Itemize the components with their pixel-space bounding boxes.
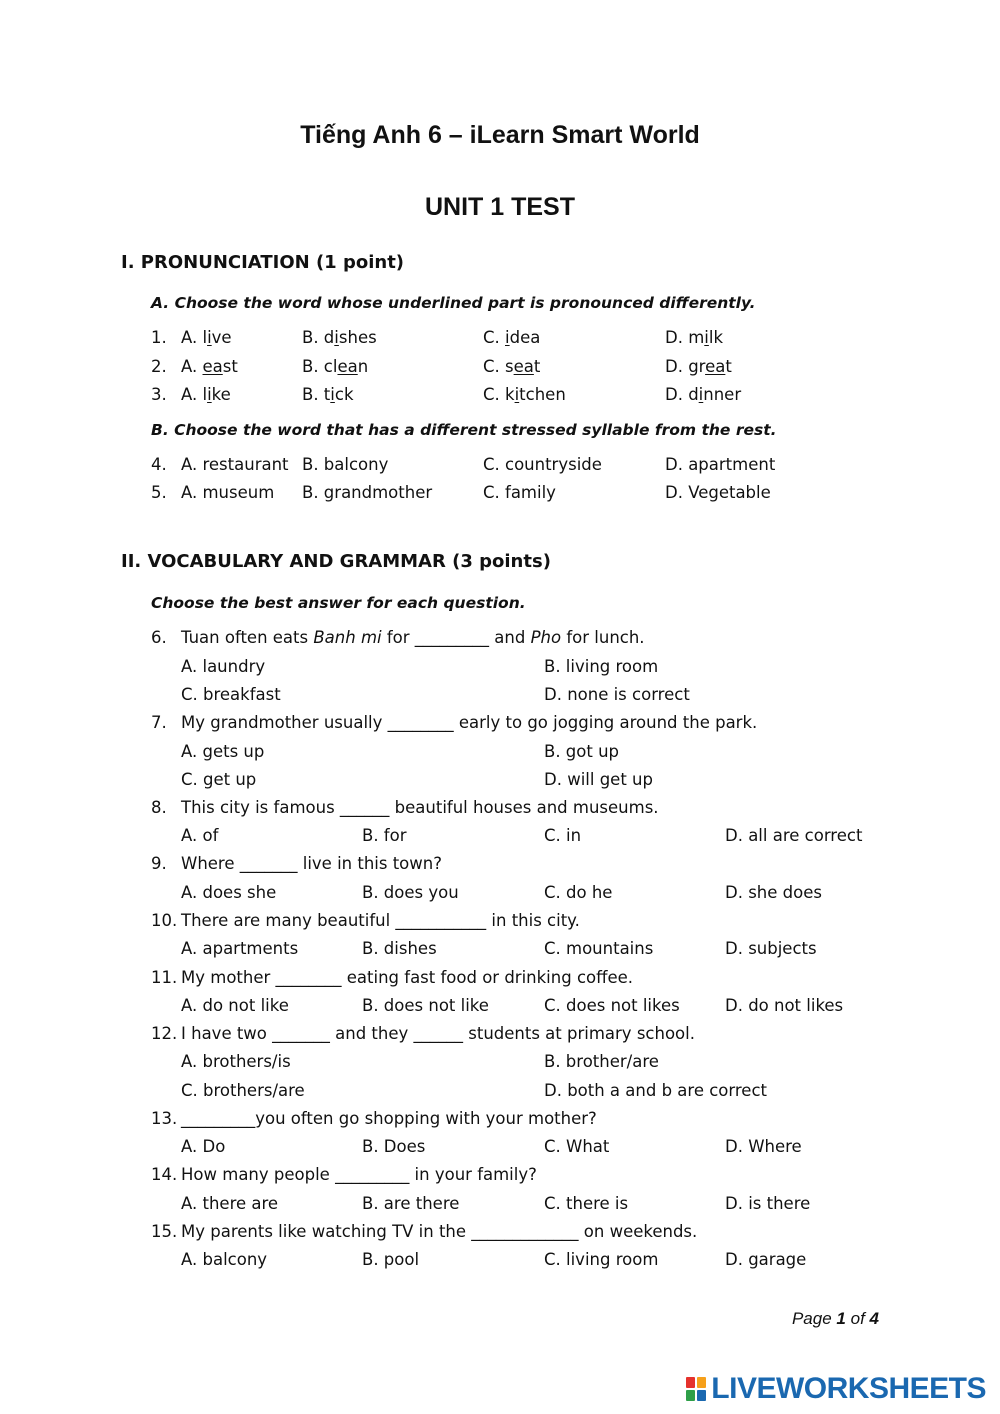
answer-option[interactable]: B. dishes [362,939,437,958]
question-text: My grandmother usually ________ early to go jogging around the park. [181,713,758,732]
answer-option[interactable]: A. does she [181,883,277,902]
answer-option[interactable]: D. all are correct [725,826,863,845]
answer-option[interactable]: C. What [544,1137,610,1156]
answer-option[interactable]: A. museum [181,483,275,502]
answer-option[interactable]: B. Does [362,1137,426,1156]
question-number: 11. [151,968,178,987]
answer-option[interactable]: B. does you [362,883,459,902]
answer-option[interactable]: D. she does [725,883,822,902]
question-stem [0,626,1000,650]
question-number: 15. [151,1222,178,1241]
answer-option[interactable]: C. countryside [483,455,602,474]
question-text: Tuan often eats Banh mi for _________ and Pho for lunch. [181,628,645,647]
answer-option[interactable]: A. apartments [181,939,299,958]
answer-option[interactable]: B. brother/are [544,1052,659,1071]
answer-option[interactable]: C. kitchen [483,385,566,404]
question-number: 8. [151,798,167,817]
question-stem [0,966,1000,990]
answer-option[interactable]: C. living room [544,1250,659,1269]
unit-test-heading: UNIT 1 TEST [424,193,575,221]
question-text: How many people _________ in your family? [181,1165,537,1184]
answer-option[interactable]: C. family [483,483,556,502]
question-row [0,355,1000,379]
question-number: 9. [151,854,167,873]
question-stem [0,909,1000,933]
question-number: 5. [151,483,167,502]
answer-option[interactable]: C. mountains [544,939,654,958]
question-stem [0,1022,1000,1046]
page-number: Page 1 of 4 [791,1309,879,1328]
answer-option[interactable]: B. grandmother [302,483,433,502]
question-number: 14. [151,1165,178,1184]
answer-option[interactable]: D. subjects [725,939,817,958]
question-number: 12. [151,1024,178,1043]
answer-option[interactable]: B. balcony [302,455,389,474]
part-b-instruction: B. Choose the word that has a different stressed syllable from the rest. [151,421,777,439]
answer-option[interactable]: B. got up [544,742,620,761]
answer-option[interactable]: B. for [362,826,407,845]
options-row [0,1050,1000,1074]
answer-option[interactable]: C. seat [483,357,541,376]
answer-option[interactable]: D. none is correct [544,685,690,704]
section-vocabulary-heading: II. VOCABULARY AND GRAMMAR (3 points) [121,551,551,572]
answer-option[interactable]: D. garage [725,1250,807,1269]
answer-option[interactable]: D. apartment [665,455,776,474]
options-row [0,824,1000,848]
answer-option[interactable]: D. Where [725,1137,802,1156]
answer-option[interactable]: A. balcony [181,1250,268,1269]
answer-option[interactable]: C. brothers/are [181,1081,305,1100]
answer-option[interactable]: A. of [181,826,219,845]
options-row [0,1135,1000,1159]
question-stem [0,711,1000,735]
answer-option[interactable]: D. do not likes [725,996,844,1015]
question-number: 10. [151,911,178,930]
options-row [0,683,1000,707]
answer-option[interactable]: A. laundry [181,657,266,676]
answer-option[interactable]: C. does not likes [544,996,680,1015]
options-row [0,881,1000,905]
options-row [0,937,1000,961]
question-text: I have two _______ and they ______ students at primary school. [181,1024,695,1043]
section-pronunciation-heading: I. PRONUNCIATION (1 point) [121,252,405,273]
logo-tile [697,1377,706,1388]
question-number: 6. [151,628,167,647]
answer-option[interactable]: C. there is [544,1194,629,1213]
question-row [0,453,1000,477]
answer-option[interactable]: C. in [544,826,582,845]
question-text: _________you often go shopping with your mother? [181,1109,597,1128]
question-text: There are many beautiful ___________ in this city. [181,911,580,930]
answer-option[interactable]: D. will get up [544,770,653,789]
answer-option[interactable]: B. dishes [302,328,377,347]
question-stem [0,796,1000,820]
answer-option[interactable]: D. dinner [665,385,742,404]
answer-option[interactable]: B. are there [362,1194,460,1213]
answer-option[interactable]: C. do he [544,883,613,902]
document-title: Tiếng Anh 6 – iLearn Smart World [300,121,700,149]
question-number: 1. [151,328,167,347]
question-number: 3. [151,385,167,404]
answer-option[interactable]: A. restaurant [181,455,289,474]
question-text: This city is famous ______ beautiful houses and museums. [181,798,659,817]
answer-option[interactable]: A. brothers/is [181,1052,291,1071]
options-row [0,740,1000,764]
liveworksheets-logo-icon [686,1377,706,1401]
options-row [0,1248,1000,1272]
answer-option[interactable]: D. is there [725,1194,811,1213]
answer-option[interactable]: A. live [181,328,232,347]
question-text: Where _______ live in this town? [181,854,442,873]
answer-option[interactable]: B. pool [362,1250,420,1269]
question-number: 2. [151,357,167,376]
part-a-instruction: A. Choose the word whose underlined part is pronounced differently. [151,294,756,312]
question-stem [0,1107,1000,1131]
answer-option[interactable]: A. Do [181,1137,226,1156]
logo-tile [697,1390,706,1401]
question-stem [0,852,1000,876]
options-row [0,768,1000,792]
options-row [0,1079,1000,1103]
options-row [0,1192,1000,1216]
brand-name: LIVEWORKSHEETS [711,1372,986,1405]
section2-instruction: Choose the best answer for each question. [151,594,526,612]
answer-option[interactable]: D. great [665,357,732,376]
answer-option[interactable]: C. get up [181,770,257,789]
question-number: 13. [151,1109,178,1128]
options-row [0,994,1000,1018]
answer-option[interactable]: B. living room [544,657,659,676]
answer-option[interactable]: A. do not like [181,996,289,1015]
logo-tile [686,1390,695,1401]
answer-option[interactable]: D. milk [665,328,724,347]
question-stem [0,1163,1000,1187]
logo-tile [686,1377,695,1388]
question-row [0,481,1000,505]
question-text: My mother ________ eating fast food or drinking coffee. [181,968,634,987]
question-row [0,326,1000,350]
question-text: My parents like watching TV in the _____________ on weekends. [181,1222,698,1241]
question-row [0,383,1000,407]
question-stem [0,1220,1000,1244]
answer-option[interactable]: A. there are [181,1194,279,1213]
answer-option[interactable]: B. clean [302,357,369,376]
answer-option[interactable]: B. does not like [362,996,489,1015]
question-number: 4. [151,455,167,474]
answer-option[interactable]: C. breakfast [181,685,281,704]
answer-option[interactable]: A. gets up [181,742,265,761]
answer-option[interactable]: D. both a and b are correct [544,1081,767,1100]
answer-option[interactable]: A. like [181,385,231,404]
answer-option[interactable]: D. Vegetable [665,483,771,502]
question-number: 7. [151,713,167,732]
options-row [0,655,1000,679]
answer-option[interactable]: A. east [181,357,238,376]
answer-option[interactable]: B. tick [302,385,354,404]
answer-option[interactable]: C. idea [483,328,541,347]
liveworksheets-logo [686,1372,986,1406]
